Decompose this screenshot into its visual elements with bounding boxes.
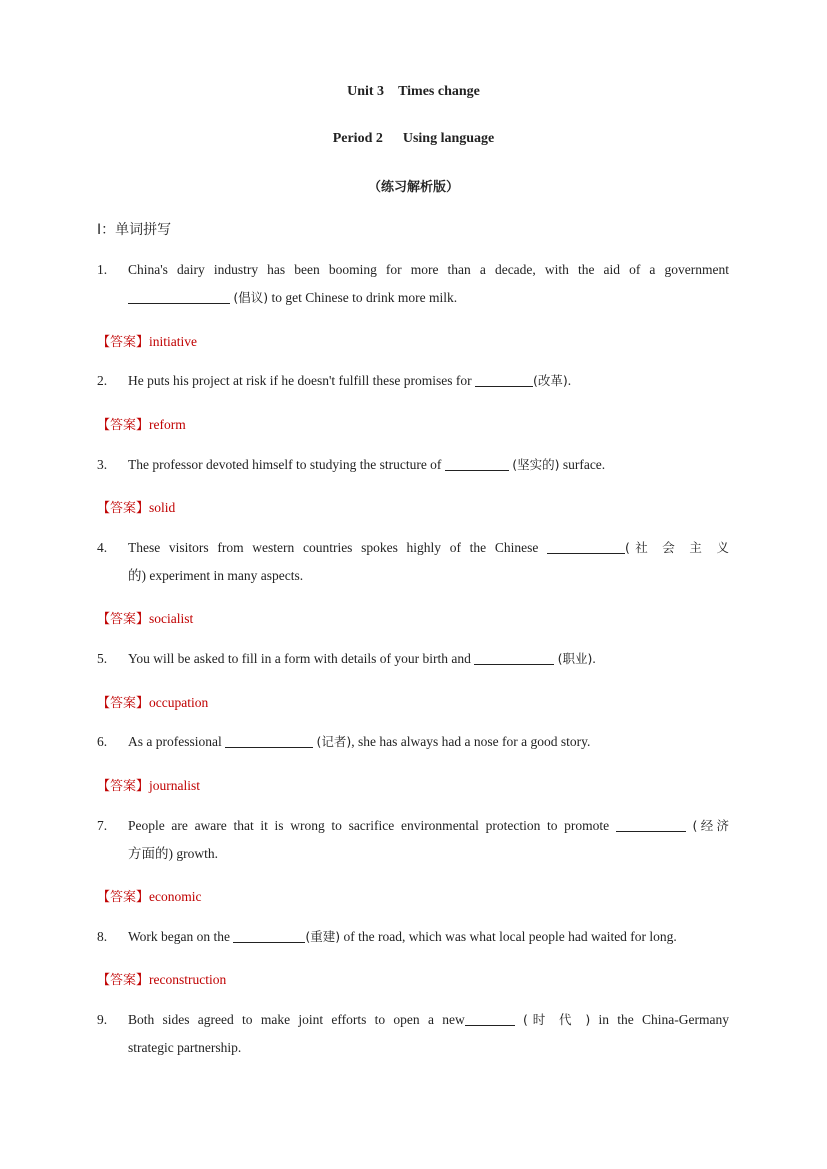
answer-4: 【答案】socialist xyxy=(97,611,194,627)
answer-blank xyxy=(445,456,509,471)
question-number: 6. xyxy=(97,734,108,749)
unit-label: Unit 3 xyxy=(347,84,385,99)
answer-blank xyxy=(465,1011,515,1026)
chinese-hint: (时 代 ) xyxy=(522,1012,591,1027)
question-number: 2. xyxy=(97,373,108,388)
question-number: 5. xyxy=(97,651,108,666)
answer-text: initiative xyxy=(149,334,198,349)
question-text-line2: 方面的) growth. xyxy=(128,846,218,861)
question-4: 4. These visitors from western countries spokes highly of the Chinese (社 会 主 义 的) experiment in many aspects. xyxy=(97,534,729,590)
question-text-line2: strategic partnership. xyxy=(128,1040,242,1055)
question-2: 2. He puts his project at risk if he doesn't fulfill these promises for (改革). xyxy=(97,367,729,395)
answer-text: economic xyxy=(149,889,202,904)
chinese-hint: (经济 xyxy=(692,818,729,833)
answer-1: 【答案】initiative xyxy=(97,334,198,350)
answer-blank xyxy=(616,817,686,832)
question-6: 6. As a professional (记者), she has always had a nose for a good story. xyxy=(97,728,729,756)
answer-8: 【答案】reconstruction xyxy=(97,972,227,988)
question-number: 9. xyxy=(97,1012,108,1027)
question-text-line2: (倡议) to get Chinese to drink more milk. xyxy=(128,284,729,312)
answer-7: 【答案】economic xyxy=(97,889,202,905)
question-8: 8. Work began on the (重建) of the road, which was what local people had waited for long. xyxy=(97,923,729,951)
answer-2: 【答案】reform xyxy=(97,417,186,433)
question-text-line1: China's dairy industry has been booming for more than a decade, with the aid of a government xyxy=(128,262,729,277)
chinese-hint: (社 会 主 义 xyxy=(625,540,729,555)
answer-text: socialist xyxy=(149,611,194,626)
question-7: 7. People are aware that it is wrong to sacrifice environmental protection to promote (经济 方面的) growth. xyxy=(97,812,729,868)
question-5: 5. You will be asked to fill in a form with details of your birth and (职业). xyxy=(97,645,729,673)
question-number: 8. xyxy=(97,929,108,944)
answer-text: journalist xyxy=(149,778,201,793)
answer-blank xyxy=(233,928,305,943)
answer-blank xyxy=(547,539,625,554)
answer-blank xyxy=(475,372,533,387)
answer-5: 【答案】occupation xyxy=(97,695,209,711)
answer-blank xyxy=(128,289,230,304)
question-number: 3. xyxy=(97,457,108,472)
period-name: Using language xyxy=(402,131,495,146)
period-label: Period 2 xyxy=(332,131,383,146)
period-title xyxy=(0,131,827,147)
chinese-hint: (记者) xyxy=(316,734,352,749)
subtitle: （练习解析版） xyxy=(367,180,459,195)
answer-blank xyxy=(225,733,313,748)
unit-title xyxy=(0,84,827,100)
question-text-line2: 的) experiment in many aspects. xyxy=(128,568,304,583)
chinese-hint: (重建) xyxy=(305,929,341,944)
unit-name: Times change xyxy=(398,84,480,99)
answer-blank xyxy=(474,650,554,665)
chinese-hint: (职业) xyxy=(557,651,593,666)
chinese-hint: (改革) xyxy=(533,373,568,388)
question-number: 7. xyxy=(97,818,108,833)
answer-3: 【答案】solid xyxy=(97,500,176,516)
question-9: 9. Both sides agreed to make joint efforts to open a new (时 代 ) in the China-Germany strategic partnership. xyxy=(97,1006,729,1062)
question-1 xyxy=(97,256,729,312)
answer-text: reconstruction xyxy=(149,972,227,987)
section-title: I：单词拼写 xyxy=(97,222,172,238)
answer-6: 【答案】journalist xyxy=(97,778,201,794)
question-number: 1. xyxy=(97,262,108,277)
answer-text: occupation xyxy=(149,695,209,710)
question-3: 3. The professor devoted himself to studying the structure of (坚实的) surface. xyxy=(97,451,729,479)
chinese-hint: (倡议) xyxy=(233,290,269,305)
question-number: 4. xyxy=(97,540,108,555)
answer-text: solid xyxy=(149,500,176,515)
answer-text: reform xyxy=(149,417,186,432)
chinese-hint: (坚实的) xyxy=(512,457,560,472)
